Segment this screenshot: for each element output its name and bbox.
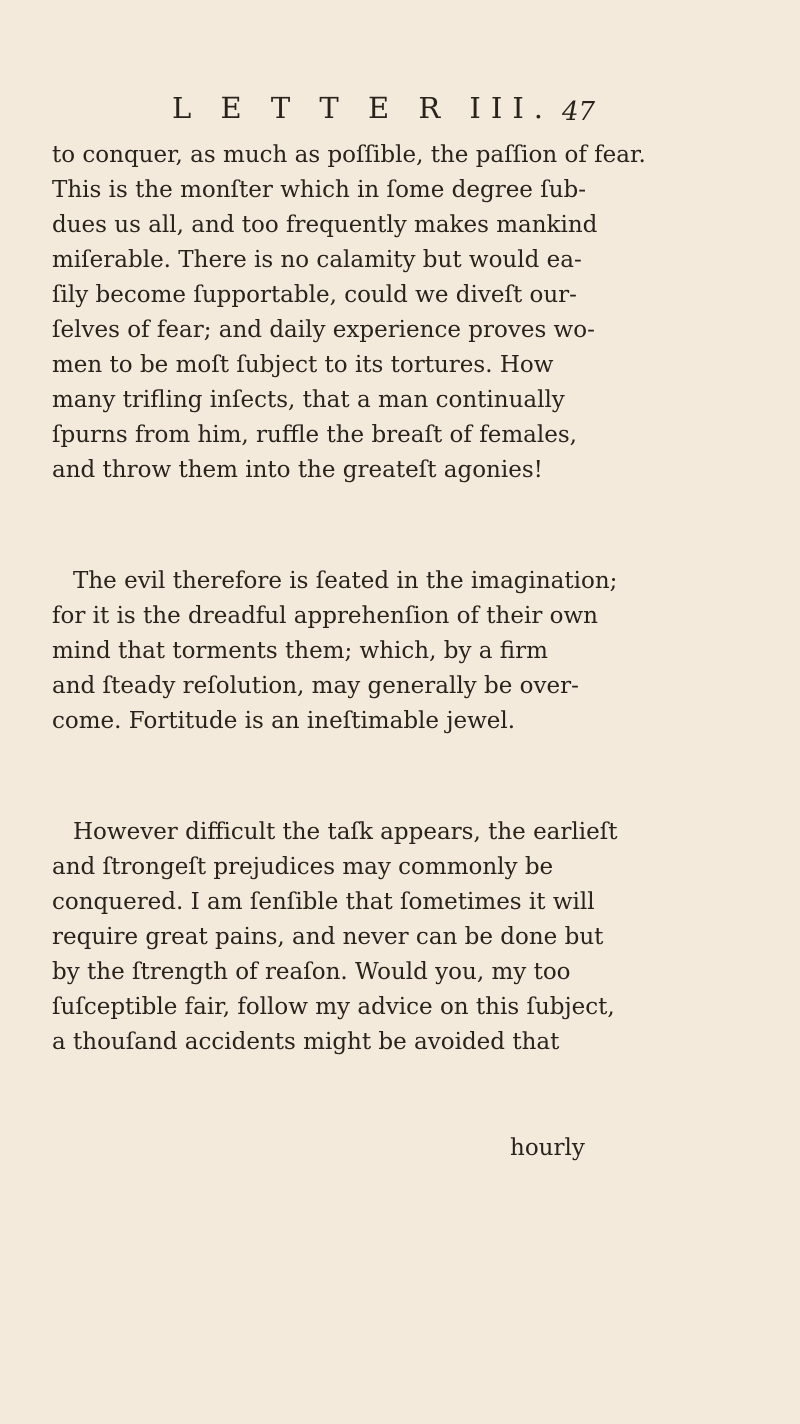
paragraph-3 [52,815,752,1060]
text-line: by the ſtrength of reaſon. Would you, my too [52,959,571,985]
text-line: dues us all, and too frequently makes mankind [52,212,598,238]
text-line: a thouſand accidents might be avoided that [52,1029,560,1055]
text-line: conquered. I am ſenſible that ſometimes it will [52,889,595,915]
running-title: L E T T E R III. [172,91,554,125]
text-line: This is the monſter which in ſome degree ſub- [52,177,587,203]
text-line: However difficult the taſk appears, the earlieſt [73,819,618,845]
text-line: for it is the dreadful apprehenſion of their own [52,603,598,629]
text-line: come. Fortitude is an ineſtimable jewel. [52,708,516,734]
text-line: to conquer, as much as poſſible, the paſſion of fear. [52,142,646,168]
paragraph-gap [52,488,752,564]
text-line: ſily become ſupportable, could we diveſt our- [52,282,577,308]
text-line: and throw them into the greateſt agonies! [52,457,543,483]
text-line: mind that torments them; which, by a firm [52,638,548,664]
text-line: and ſteady reſolution, may generally be over- [52,673,579,699]
text-line: ſuſceptible fair, follow my advice on this ſubject, [52,994,615,1020]
text-line: ſpurns from him, ruffle the breaſt of females, [52,422,577,448]
text-line: and ſtrongeſt prejudices may commonly be [52,854,554,880]
text-line: miſerable. There is no calamity but would ea- [52,247,582,273]
text-line: The evil therefore is ſeated in the imagination; [73,568,618,594]
page-number: 47 [562,97,596,127]
paragraph-1 [52,138,752,488]
paragraph-gap [52,739,752,815]
text-line: men to be moſt ſubject to its tortures. How [52,352,554,378]
body-text [52,138,752,1060]
text-line: many trifling inſects, that a man continually [52,387,565,413]
running-head [172,88,622,128]
paragraph-2 [52,564,752,739]
catchword: hourly [510,1135,585,1161]
text-line: require great pains, and never can be done but [52,924,604,950]
text-line: ſelves of fear; and daily experience proves wo- [52,317,595,343]
